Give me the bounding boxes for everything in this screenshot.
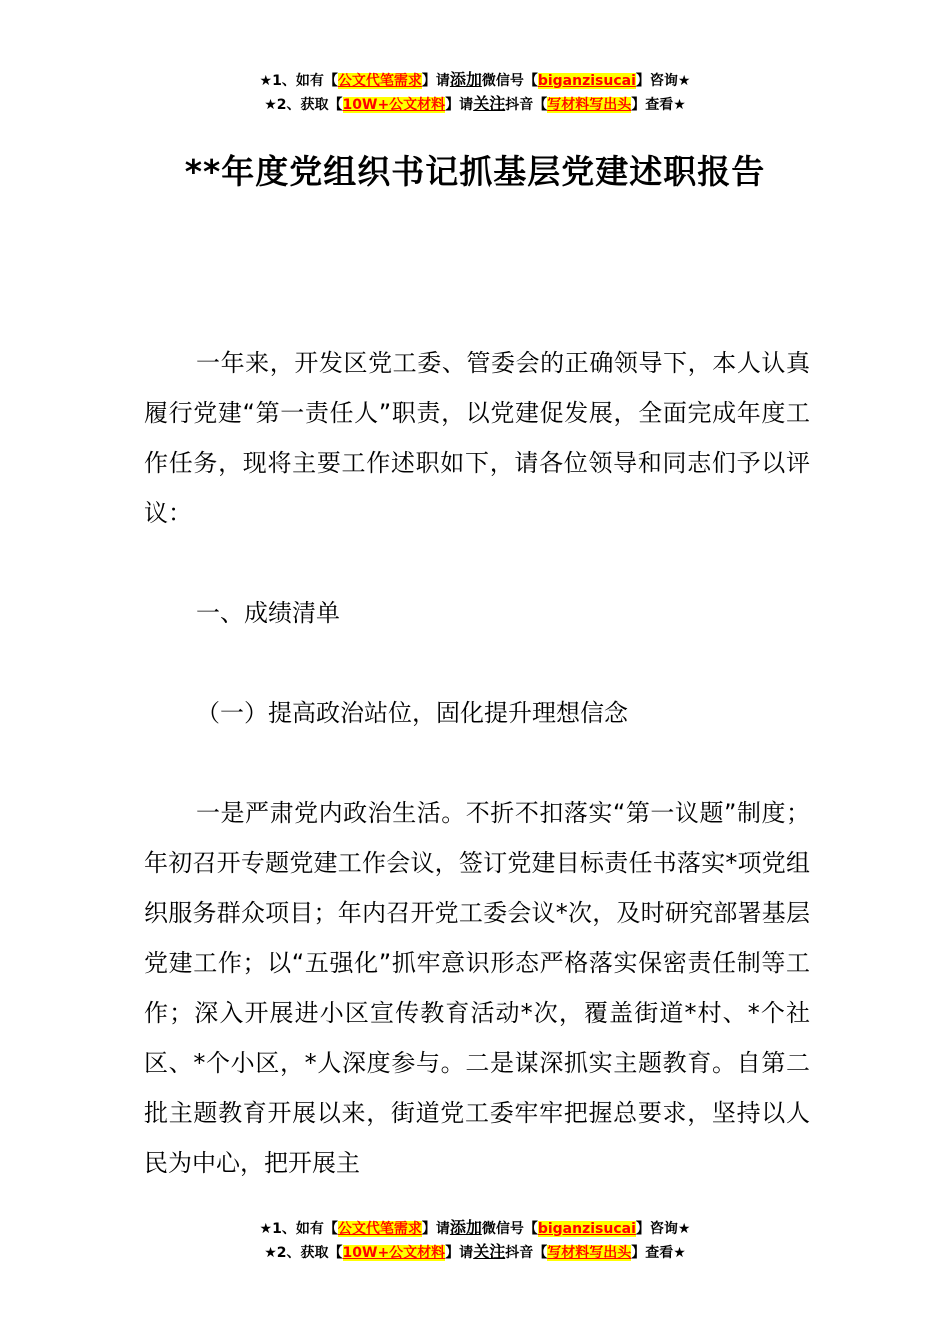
footer-underline-follow: 关注	[473, 1242, 506, 1261]
ad-line-2-prefix: ★2、获取【	[264, 97, 343, 113]
footer-line-2-text-2: 抖音【	[505, 1245, 548, 1261]
footer-underline-add: 添加	[449, 1218, 482, 1237]
ad-underline-follow: 关注	[473, 94, 506, 113]
ad-highlight-service: 公文代笔需求	[337, 73, 422, 89]
ad-highlight-douyin: 写材料写出头	[547, 97, 632, 113]
ad-line-2-text-2: 抖音【	[505, 97, 548, 113]
ad-line-1-text: 】请	[421, 73, 450, 89]
body-paragraph: 一是严肃党内政治生活。不折不扣落实“第一议题”制度；年初召开专题党建工作会议，签订党建目标责任书落实*项党组织服务群众项目；年内召开党工委会议*次，及时研究部署基层党建工作；以“五强化”抓牢意识形态严格落实保密责任制等工作；深入开展进小区宣传教育活动*次，覆盖街道*村、*个社区、*个小区，*人深度参与。二是谋深抓实主题教育。自第二批主题教育开展以来，街道党工委牢牢把握总要求，坚持以人民为中心，把开展主	[144, 799, 810, 1177]
section-heading: 一、成绩清单	[196, 599, 340, 627]
footer-highlight-wechat-id: biganzisucai	[537, 1221, 636, 1237]
footer-ad-banner	[0, 1216, 950, 1264]
ad-line-2-text: 】请	[445, 97, 474, 113]
footer-line-1-text-2: 微信号【	[481, 1221, 538, 1237]
ad-highlight-materials: 10W+公文材料	[342, 97, 446, 113]
subsection-heading: （一）提高政治站位，固化提升理想信念	[196, 699, 628, 727]
footer-highlight-douyin: 写材料写出头	[547, 1245, 632, 1261]
intro-paragraph: 一年来，开发区党工委、管委会的正确领导下，本人认真履行党建“第一责任人”职责，以党建促发展，全面完成年度工作任务，现将主要工作述职如下，请各位领导和同志们予以评议：	[144, 349, 810, 527]
ad-highlight-wechat-id: biganzisucai	[537, 73, 636, 89]
footer-ad-line-2	[0, 1240, 950, 1264]
footer-line-1-text: 】请	[421, 1221, 450, 1237]
ad-line-1	[0, 68, 950, 92]
ad-line-1-prefix: ★1、如有【	[259, 73, 338, 89]
ad-line-2	[0, 92, 950, 116]
ad-line-1-suffix: 】咨询★	[635, 73, 691, 89]
document-title: **年度党组织书记抓基层党建述职报告	[184, 152, 766, 191]
footer-highlight-materials: 10W+公文材料	[342, 1245, 446, 1261]
footer-ad-line-1	[0, 1216, 950, 1240]
footer-line-1-prefix: ★1、如有【	[259, 1221, 338, 1237]
footer-line-2-text: 】请	[445, 1245, 474, 1261]
ad-underline-add: 添加	[449, 70, 482, 89]
footer-line-2-suffix: 】查看★	[631, 1245, 686, 1261]
ad-line-2-suffix: 】查看★	[631, 97, 686, 113]
footer-line-1-suffix: 】咨询★	[635, 1221, 691, 1237]
footer-highlight-service: 公文代笔需求	[337, 1221, 422, 1237]
footer-line-2-prefix: ★2、获取【	[264, 1245, 343, 1261]
ad-line-1-text-2: 微信号【	[481, 73, 538, 89]
header-ad-banner	[0, 68, 950, 116]
